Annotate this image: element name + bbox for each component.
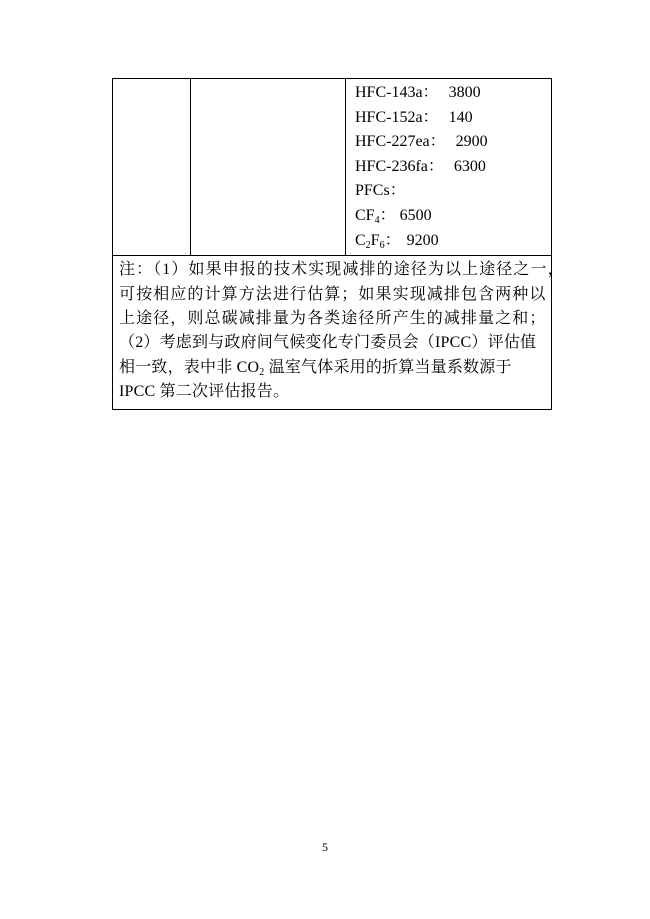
gwp-line-pfcs: PFCs： xyxy=(355,182,406,200)
note-line-5: 相一致，表中非 $CO_2$ 温室气体采用的折算当量系数源于 xyxy=(119,358,512,378)
note-line-2: 可按相应的计算方法进行估算；如果实现减排包含两种以 xyxy=(119,285,547,303)
gwp-line-hfc143a: HFC-143a： 3800 xyxy=(355,84,481,101)
gwp-table xyxy=(112,78,565,410)
table-row-note xyxy=(113,256,552,409)
note-line-4: （2）考虑到与政府间气候变化专门委员会（IPCC）评估值 xyxy=(119,334,537,352)
gwp-line-hfc152a: HFC-152a： 140 xyxy=(355,108,473,126)
table-row xyxy=(113,79,552,256)
gwp-values-cell xyxy=(346,79,552,256)
note-cell xyxy=(113,256,565,409)
note-line-3: 上途径，则总碳减排量为各类途径所产生的减排量之和； xyxy=(119,309,547,327)
gwp-line-hfc227ea: HFC-227ea： 2900 xyxy=(355,133,488,151)
page-number: 5 xyxy=(322,840,328,854)
table-cell-empty-1 xyxy=(113,79,191,256)
table-cell-empty-2 xyxy=(191,79,346,256)
note-line-1: 注：（1）如果申报的技术实现减排的途径为以上途径之一， xyxy=(119,261,565,279)
gwp-line-cf4: $CF_4$： 6500 xyxy=(355,206,432,226)
note-line-6: IPCC 第二次评估报告。 xyxy=(119,383,290,401)
gwp-line-c2f6: $C_2F_6$： 9200 xyxy=(355,231,439,251)
gwp-line-hfc236fa: HFC-236fa： 6300 xyxy=(355,157,486,175)
